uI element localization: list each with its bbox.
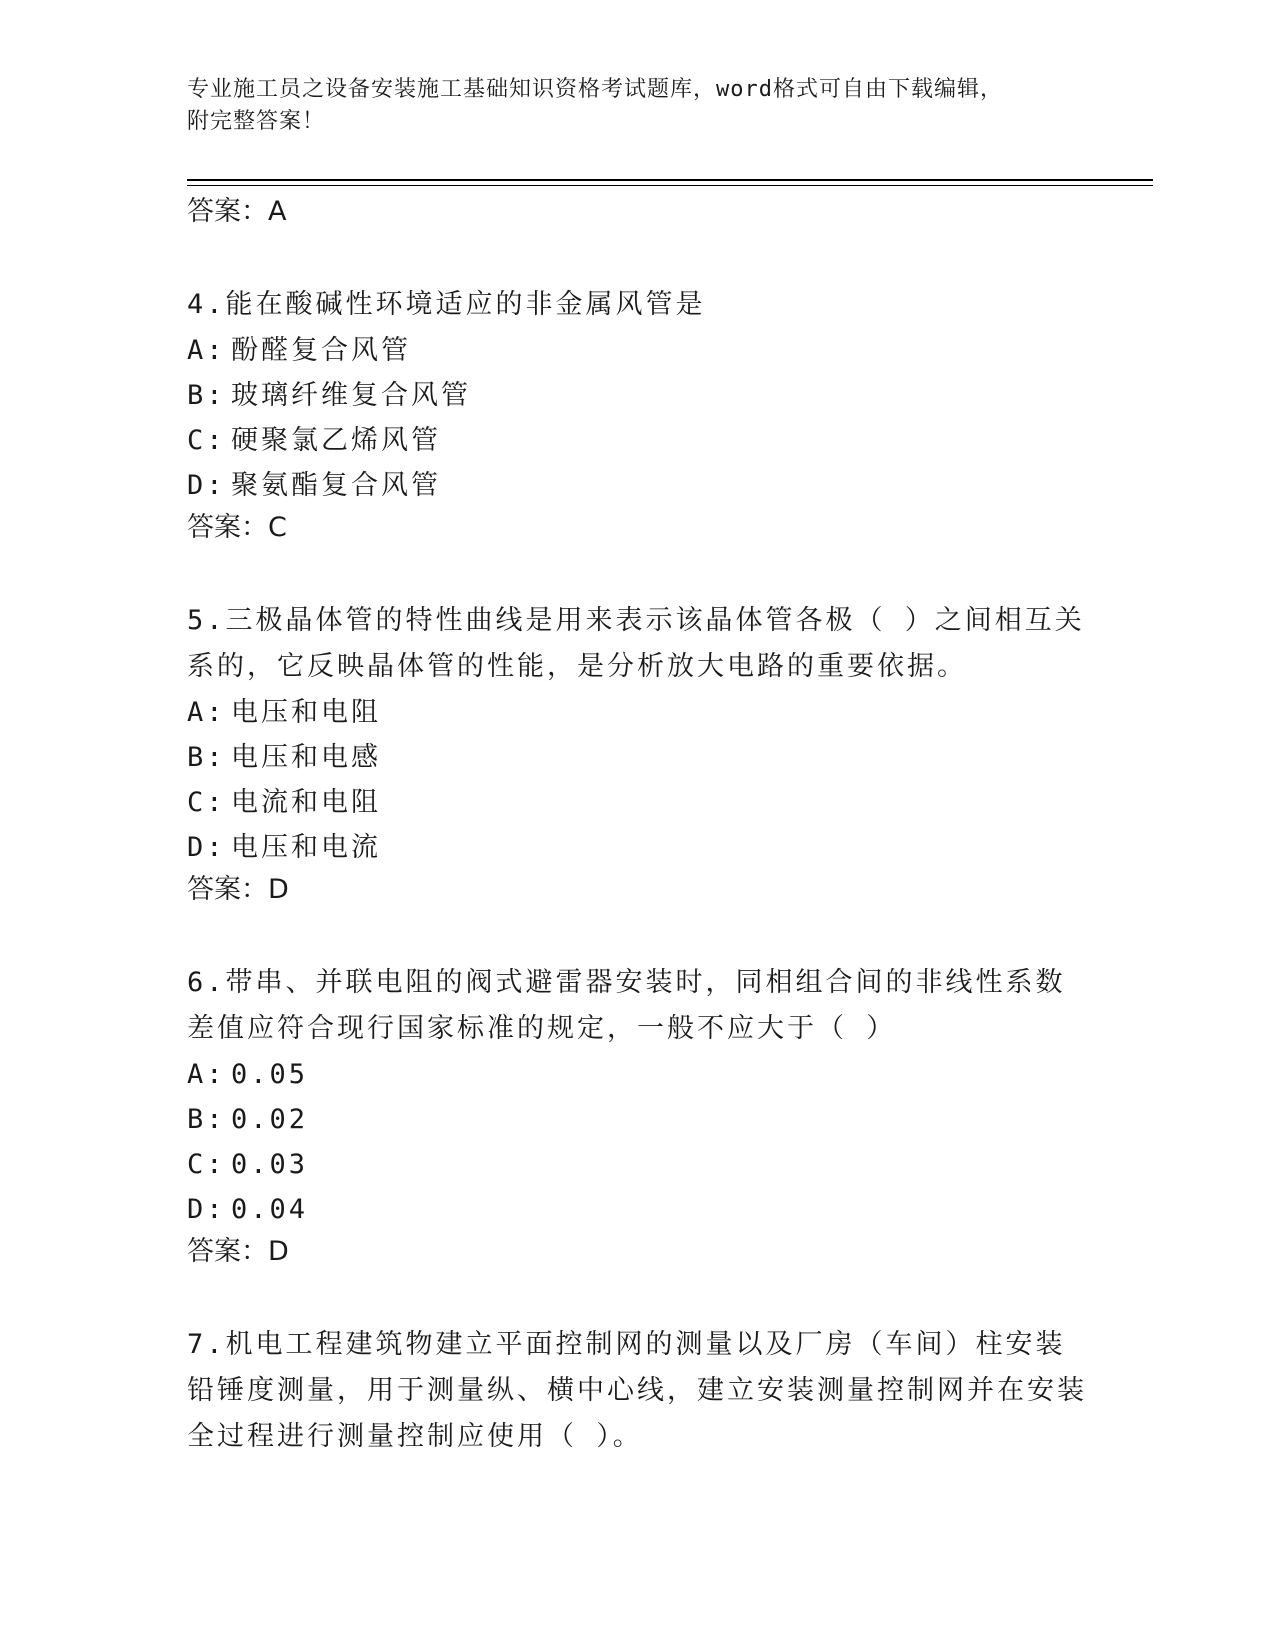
question-stem: 7.机电工程建筑物建立平面控制网的测量以及厂房（车间）柱安装铅锤度测量，用于测量纵、横中心线，建立安装测量控制网并在安装全过程进行测量控制应使用（ ）。	[187, 1329, 1087, 1452]
answer-q4: 答案：C	[187, 512, 287, 543]
option-key: C:	[187, 1149, 226, 1180]
option-text: 0.05	[231, 1059, 309, 1090]
answer-q5: 答案：D	[187, 874, 289, 905]
option-key: B:	[187, 380, 226, 411]
option-text: 硬聚氯乙烯风管	[231, 425, 441, 456]
header-line-1: 专业施工员之设备安装施工基础知识资格考试题库，word格式可自由下载编辑，	[187, 77, 1003, 102]
document-header	[187, 74, 1087, 138]
option-text: 电压和电流	[231, 832, 381, 863]
option-b	[187, 373, 1087, 418]
header-line-2: 附完整答案！	[187, 109, 326, 134]
option-key: D:	[187, 1194, 226, 1225]
option-b	[187, 735, 1087, 780]
answer-q3: 答案：A	[187, 196, 287, 227]
option-b	[187, 1097, 1087, 1142]
option-d	[187, 463, 1087, 508]
option-key: A:	[187, 1059, 226, 1090]
question-4	[187, 282, 1087, 548]
option-c	[187, 780, 1087, 825]
option-a	[187, 1052, 1087, 1097]
option-a	[187, 690, 1087, 735]
option-text: 酚醛复合风管	[231, 335, 411, 366]
option-text: 电压和电阻	[231, 697, 381, 728]
option-text: 0.02	[231, 1104, 309, 1135]
option-d	[187, 825, 1087, 870]
header-rule-thin	[187, 185, 1153, 186]
question-5	[187, 598, 1087, 910]
answer-q6: 答案：D	[187, 1236, 289, 1267]
question-list	[187, 192, 1087, 1460]
option-c	[187, 1142, 1087, 1187]
option-key: B:	[187, 742, 226, 773]
option-text: 玻璃纤维复合风管	[231, 380, 471, 411]
option-key: C:	[187, 787, 226, 818]
option-text: 电压和电感	[231, 742, 381, 773]
option-a	[187, 328, 1087, 373]
question-7	[187, 1322, 1087, 1460]
option-key: B:	[187, 1104, 226, 1135]
question-stem: 4.能在酸碱性环境适应的非金属风管是	[187, 289, 706, 320]
question-stem: 5.三极晶体管的特性曲线是用来表示该晶体管各极（ ）之间相互关系的，它反映晶体管的性能，是分析放大电路的重要依据。	[187, 605, 1085, 682]
option-c	[187, 418, 1087, 463]
header-rule-thick	[187, 179, 1153, 181]
option-d	[187, 1187, 1087, 1232]
option-text: 聚氨酯复合风管	[231, 470, 441, 501]
option-key: D:	[187, 832, 226, 863]
option-text: 0.04	[231, 1194, 309, 1225]
option-key: C:	[187, 425, 226, 456]
option-key: A:	[187, 697, 226, 728]
question-6	[187, 960, 1087, 1272]
question-stem: 6.带串、并联电阻的阀式避雷器安装时，同相组合间的非线性系数差值应符合现行国家标准的规定，一般不应大于（ ）	[187, 967, 1066, 1044]
option-text: 0.03	[231, 1149, 309, 1180]
option-key: D:	[187, 470, 226, 501]
option-key: A:	[187, 335, 226, 366]
option-text: 电流和电阻	[231, 787, 381, 818]
